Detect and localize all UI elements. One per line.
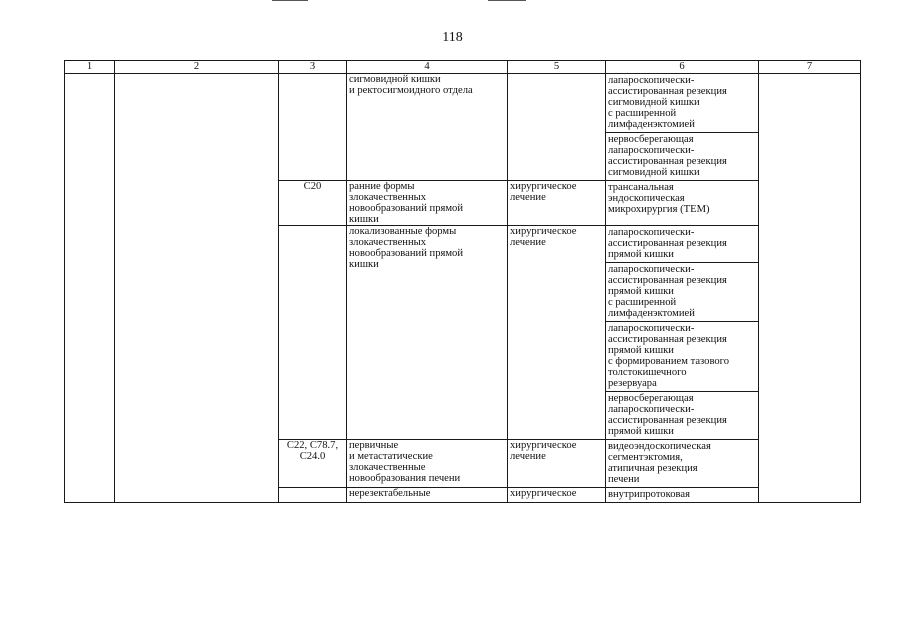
method-cell (606, 392, 759, 440)
method-text: нервосберегающая лапароскопически- ассистированная резекция сигмовидной кишки (608, 134, 727, 178)
treatment-table (64, 60, 861, 503)
treatment-type-cell: хирургическое лечение (508, 226, 606, 440)
method-cell (606, 133, 759, 181)
column-number: 5 (508, 61, 606, 74)
column-number: 2 (115, 61, 279, 74)
description-cell: нерезектабельные (347, 488, 508, 503)
column-number: 3 (279, 61, 347, 74)
method-cell (606, 440, 759, 488)
description-cell: сигмовидной кишки и ректосигмоидного отдела (347, 74, 508, 181)
code-cell (279, 488, 347, 503)
treatment-type-cell (508, 74, 606, 181)
description-cell: локализованные формы злокачественных новообразований прямой кишки (347, 226, 508, 440)
column-number: 7 (759, 61, 861, 74)
top-rule-left (272, 0, 308, 1)
description-cell: ранние формы злокачественных новообразований прямой кишки (347, 181, 508, 226)
method-cell (606, 181, 759, 226)
cell-col-7 (759, 74, 861, 503)
column-number: 4 (347, 61, 508, 74)
cell-col-1 (65, 74, 115, 503)
table-row (65, 74, 861, 133)
method-text: нервосберегающая лапароскопически- ассистированная резекция прямой кишки (608, 393, 727, 437)
method-cell (606, 488, 759, 503)
page-number: 118 (442, 30, 463, 45)
treatment-type-cell: хирургическое лечение (508, 440, 606, 488)
method-cell (606, 322, 759, 392)
column-number: 1 (65, 61, 115, 74)
description-cell: первичные и метастатические злокачественные новообразования печени (347, 440, 508, 488)
method-cell (606, 74, 759, 133)
cell-col-2 (115, 74, 279, 503)
method-text: внутрипротоковая (608, 489, 690, 500)
code-cell: C20 (279, 181, 347, 226)
treatment-type-cell: хирургическое лечение (508, 181, 606, 226)
method-cell (606, 226, 759, 263)
method-text: видеоэндоскопическая сегментэктомия, атипичная резекция печени (608, 441, 711, 485)
method-text: лапароскопически- ассистированная резекция прямой кишки с формированием тазового толстокишечного резервуара (608, 323, 730, 389)
column-number: 6 (606, 61, 759, 74)
method-cell (606, 263, 759, 322)
code-cell (279, 74, 347, 181)
top-rule-right (488, 0, 526, 1)
method-text: лапароскопически- ассистированная резекция прямой кишки (608, 227, 727, 260)
method-text: лапароскопически- ассистированная резекция сигмовидной кишки с расширенной лимфаденэктомией (608, 75, 727, 130)
method-text: трансанальная эндоскопическая микрохирургия (ТЕМ) (608, 182, 710, 215)
code-cell (279, 226, 347, 440)
header-row (65, 61, 861, 74)
method-text: лапароскопически- ассистированная резекция прямой кишки с расширенной лимфаденэктомией (608, 264, 727, 319)
treatment-type-cell: хирургическое (508, 488, 606, 503)
code-cell: C22, C78.7, C24.0 (279, 440, 347, 488)
